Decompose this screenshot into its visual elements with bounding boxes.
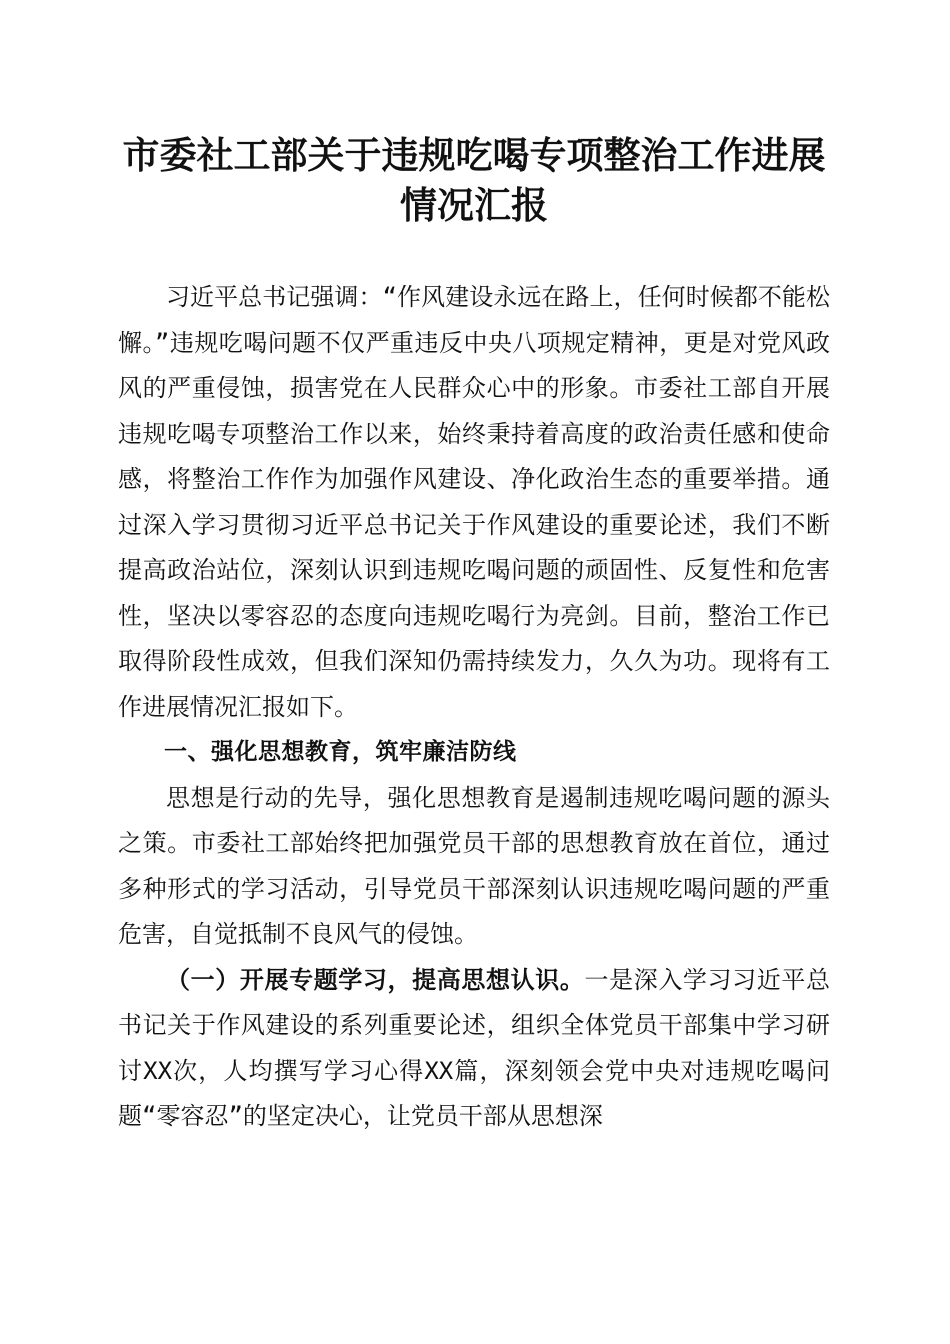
subsection-heading: （一）开展专题学习，提高思想认识。: [166, 965, 585, 994]
section-heading: 一、强化思想教育，筑牢廉洁防线: [164, 739, 517, 765]
subsection-text: 一是深入学习习近平总书记关于作风建设的系列重要论述，组织全体党员干部集中学习研讨XX次，人均撰写学习心得XX篇，深刻领会党中央对违规吃喝问题“零容忍”的坚定决心，让党员干部从思想深: [118, 965, 831, 1130]
document-title: 市委社工部关于违规吃喝专项整治工作进展情况汇报: [122, 133, 826, 227]
section-paragraph: 思想是行动的先导，强化思想教育是遏制违规吃喝问题的源头之策。市委社工部始终把加强党员干部的思想教育放在首位，通过多种形式的学习活动，引导党员干部深刻认识违规吃喝问题的严重危害，自觉抵制不良风气的侵蚀。: [118, 783, 830, 948]
intro-paragraph: 习近平总书记强调：“作风建设永远在路上，任何时候都不能松懈。”违规吃喝问题不仅严重违反中央八项规定精神，更是对党风政风的严重侵蚀，损害党在人民群众心中的形象。市委社工部自开展违规吃喝专项整治工作以来，始终秉持着高度的政治责任感和使命感，将整治工作作为加强作风建设、净化政治生态的重要举措。通过深入学习贯彻习近平总书记关于作风建设的重要论述，我们不断提高政治站位，深刻认识到违规吃喝问题的顽固性、反复性和危害性，坚决以零容忍的态度向违规吃喝行为亮剑。目前，整治工作已取得阶段性成效，但我们深知仍需持续发力，久久为功。现将有工作进展情况汇报如下。: [118, 283, 830, 721]
document-body: [118, 275, 830, 1140]
subsection-paragraph: [118, 958, 830, 1140]
